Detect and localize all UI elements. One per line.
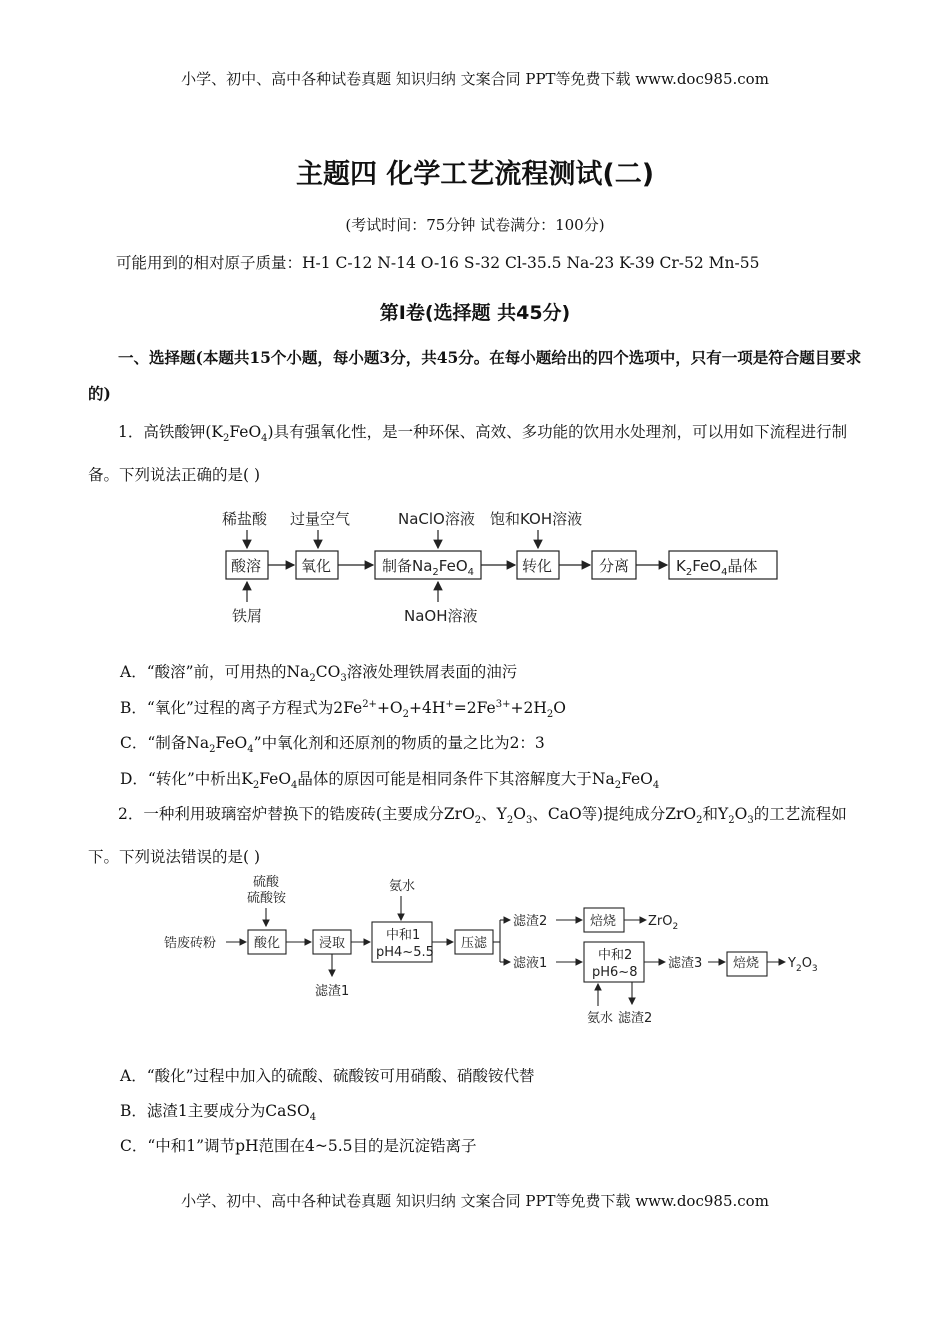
- question-2-stem: 2．一种利用玻璃窑炉替换下的锆废砖(主要成分ZrO$_2$、$Y_2O_3$、CaO等)提纯成分ZrO$_2$和$Y_2O_3$的工艺流程如下。下列说法错误的是( ): [88, 805, 847, 867]
- svg-text:pH4~5.5: pH4~5.5: [376, 945, 434, 960]
- svg-text:压滤: 压滤: [461, 936, 488, 951]
- input-sulfuric-acid: 硫酸: [253, 875, 280, 890]
- q2-option-c: C．“中和1”调节pH范围在4~5.5目的是沉淀锆离子: [120, 1137, 477, 1155]
- section-title: 第Ⅰ卷(选择题 共45分): [379, 302, 571, 324]
- svg-text:焙烧: 焙烧: [590, 914, 617, 929]
- bottom-residue-2: 滤渣2: [618, 1011, 653, 1026]
- svg-text:浸取: 浸取: [319, 936, 346, 951]
- svg-text:转化: 转化: [522, 557, 553, 575]
- filtrate-1: 滤液1: [513, 956, 548, 971]
- q1-option-c: C．“制备$Na_2FeO_4$”中氧化剂和还原剂的物质的量之比为2：3: [120, 734, 545, 756]
- exam-info: (考试时间：75分钟 试卷满分：100分): [345, 216, 605, 234]
- input-excess-air: 过量空气: [290, 510, 351, 528]
- residue-1: 滤渣1: [315, 984, 350, 999]
- flowchart-2: [160, 868, 840, 1030]
- svg-text:pH6~8: pH6~8: [592, 965, 638, 980]
- bottom-ammonia: 氨水: [587, 1011, 614, 1026]
- input-ammonia-top: 氨水: [389, 879, 416, 894]
- svg-text:K2FeO4晶体: $K_2FeO_4$晶体: [676, 557, 758, 578]
- page-footer: 小学、初中、高中各种试卷真题 知识归纳 文案合同 PPT等免费下载 www.doc985.com: [181, 1192, 769, 1210]
- residue-2: 滤渣2: [513, 914, 548, 929]
- q1-option-b: B．“氧化”过程的离子方程式为$2Fe^{2+}+O_2+4H^+=2Fe^{3+}+2H_2O$: [120, 698, 566, 721]
- flowchart-1: [210, 504, 790, 632]
- question-1-stem: 1．高铁酸钾$(K_2FeO_4)$具有强氧化性，是一种环保、高效、多功能的饮用水处理剂，可以用如下流程进行制备。下列说法正确的是( ): [88, 423, 848, 485]
- q2-option-b: B．滤渣1主要成分为CaSO$_4$: [120, 1102, 317, 1124]
- instructions: 一、选择题(本题共15个小题，每小题3分，共45分。在每小题给出的四个选项中，只有一项是符合题目要求的): [88, 348, 862, 403]
- product-y2o3: $Y_2O_3$: [788, 956, 818, 974]
- start-material: 锆废砖粉: [164, 936, 217, 951]
- svg-text:分离: 分离: [599, 557, 630, 575]
- input-ammonium-sulfate: 硫酸铵: [247, 891, 287, 906]
- atomic-mass-line: 可能用到的相对原子质量：H-1 C-12 N-14 O-16 S-32 Cl-35.5 Na-23 K-39 Cr-52 Mn-55: [116, 254, 760, 272]
- input-naclo: NaClO溶液: [398, 510, 475, 528]
- q1-option-a: A．“酸溶”前，可用热的$Na_2CO_3$溶液处理铁屑表面的油污: [120, 663, 518, 685]
- input-koh: 饱和KOH溶液: [490, 510, 583, 528]
- svg-text:中和1: 中和1: [386, 928, 421, 943]
- input-iron-scrap: 铁屑: [232, 607, 263, 625]
- svg-text:氧化: 氧化: [301, 557, 332, 575]
- svg-text:酸溶: 酸溶: [231, 557, 262, 575]
- q2-option-a: A．“酸化”过程中加入的硫酸、硫酸铵可用硝酸、硝酸铵代替: [120, 1067, 535, 1085]
- svg-text:制备Na2FeO4: 制备$Na_2FeO_4$: [382, 557, 475, 578]
- input-naoh: NaOH溶液: [404, 607, 478, 625]
- svg-text:酸化: 酸化: [254, 936, 281, 951]
- page-title: 主题四 化学工艺流程测试(二): [295, 159, 655, 190]
- page-header: 小学、初中、高中各种试卷真题 知识归纳 文案合同 PPT等免费下载 www.doc985.com: [181, 70, 769, 88]
- svg-text:中和2: 中和2: [598, 948, 633, 963]
- residue-3: 滤渣3: [668, 956, 703, 971]
- svg-text:焙烧: 焙烧: [733, 956, 760, 971]
- q1-option-d: D．“转化”中析出$K_2FeO_4$晶体的原因可能是相同条件下其溶解度大于$Na_2FeO_4$: [120, 770, 660, 792]
- input-dilute-hcl: 稀盐酸: [222, 510, 268, 528]
- product-zro2: ZrO$_2$: [648, 914, 679, 932]
